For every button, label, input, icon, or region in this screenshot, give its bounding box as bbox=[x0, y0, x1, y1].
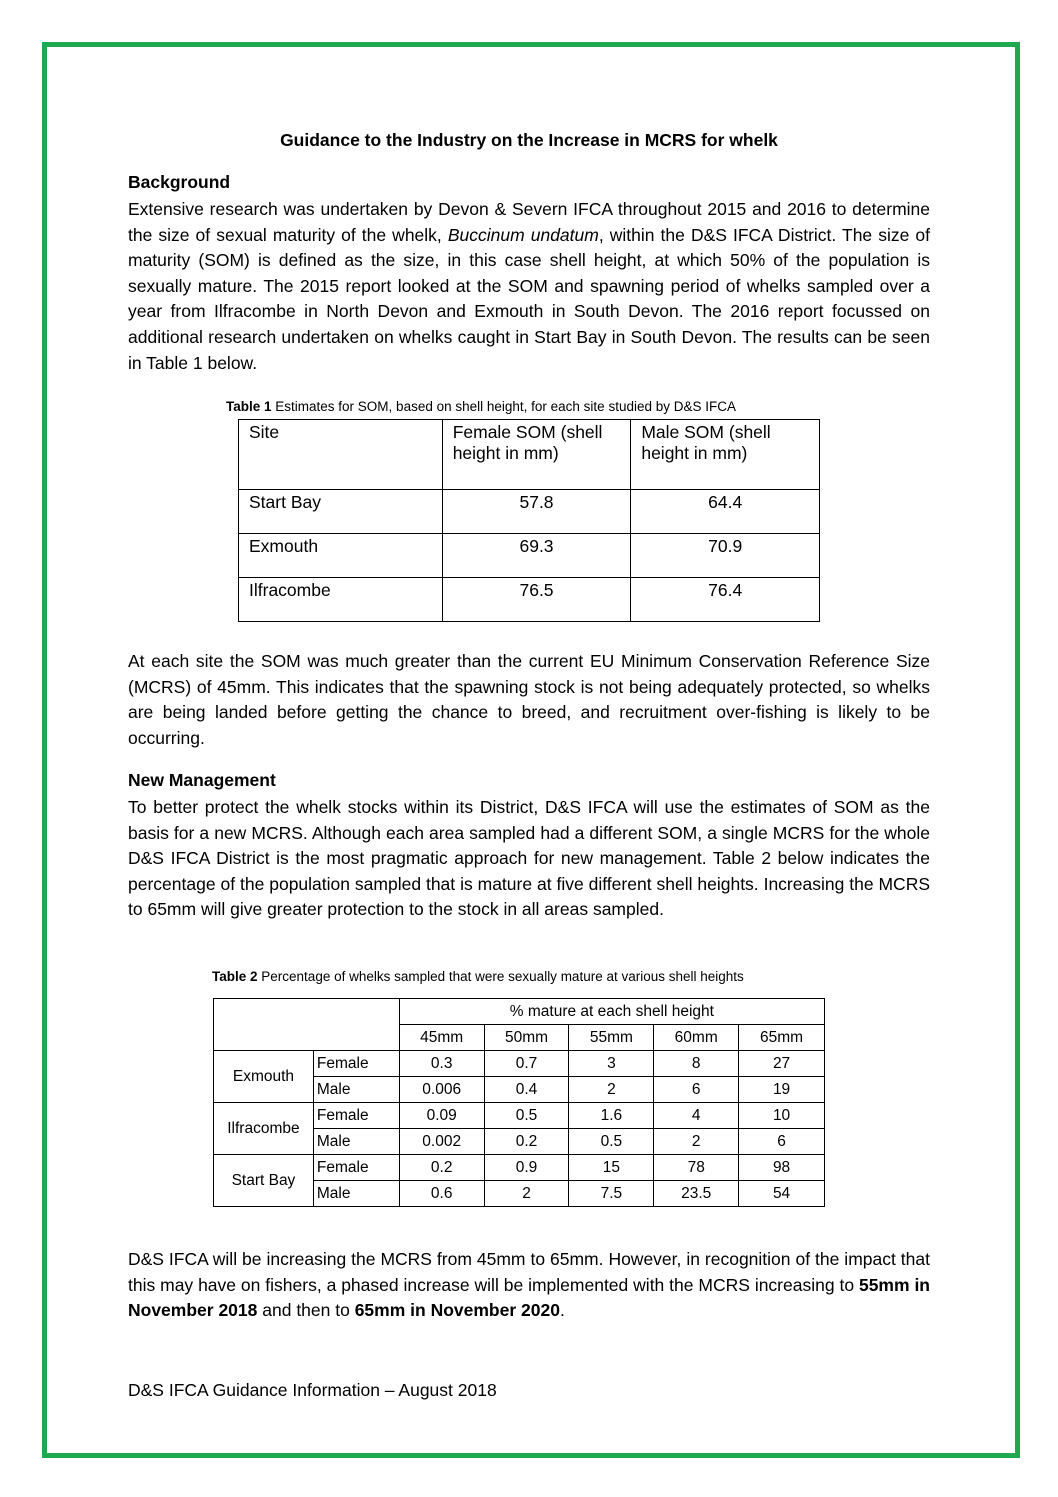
table2-caption-text: Percentage of whelks sampled that were sexually mature at various shell heights bbox=[257, 969, 744, 984]
table-cell: 57.8 bbox=[442, 490, 631, 534]
closing-text-2: and then to bbox=[257, 1300, 355, 1321]
table-header-cell: 65mm bbox=[739, 1025, 825, 1051]
table-cell: 6 bbox=[654, 1077, 739, 1103]
closing-paragraph bbox=[128, 1247, 930, 1324]
sex-cell: Female bbox=[313, 1155, 399, 1181]
conservation-paragraph: At each site the SOM was much greater than the current EU Minimum Conservation Reference Size (MCRS) of 45mm. This indicates that the spawning stock is not being adequately protected, so whelks are being landed before getting the chance to breed, and recruitment over-fishing is likely to be occurring. bbox=[128, 651, 930, 748]
new-management-paragraph: To better protect the whelk stocks within its District, D&S IFCA will use the estimates of SOM as the basis for a new MCRS. Although each area sampled had a different SOM, a single MCRS for the whole D&S IFCA District is the most pragmatic approach for new management. Table 2 below indicates the percentage of the population sampled that is mature at five different shell heights. Increasing the MCRS to 65mm will give greater protection to the stock in all areas sampled. bbox=[128, 797, 930, 920]
table-cell: 23.5 bbox=[654, 1181, 739, 1207]
table-cell: 0.002 bbox=[399, 1129, 484, 1155]
sex-cell: Male bbox=[313, 1129, 399, 1155]
maturity-table bbox=[213, 998, 825, 1207]
table-cell: 4 bbox=[654, 1103, 739, 1129]
table-cell: 78 bbox=[654, 1155, 739, 1181]
table-cell: 0.3 bbox=[399, 1051, 484, 1077]
table-group-header-row bbox=[214, 999, 825, 1025]
table-header-cell: 55mm bbox=[569, 1025, 654, 1051]
sex-cell: Female bbox=[313, 1103, 399, 1129]
sex-cell: Female bbox=[313, 1051, 399, 1077]
table-cell: 0.4 bbox=[484, 1077, 569, 1103]
sex-cell: Male bbox=[313, 1181, 399, 1207]
table-header-row bbox=[239, 420, 820, 490]
table-row bbox=[239, 490, 820, 534]
table-cell: 2 bbox=[569, 1077, 654, 1103]
background-text-1: Extensive research was undertaken by Devon & Severn IFCA throughout 2015 and 2016 to determine the size of sexual maturity of the whelk, bbox=[128, 199, 930, 245]
table-group-header: % mature at each shell height bbox=[399, 999, 824, 1025]
table-cell: 76.5 bbox=[442, 578, 631, 622]
table-row bbox=[214, 1103, 825, 1129]
table-cell: 0.7 bbox=[484, 1051, 569, 1077]
table-header-cell: Site bbox=[239, 420, 443, 490]
closing-text-1: D&S IFCA will be increasing the MCRS from 45mm to 65mm. However, in recognition of the impact that this may have on fishers, a phased increase will be implemented with the MCRS increasing to bbox=[128, 1249, 930, 1295]
table2-caption-label: Table 2 bbox=[212, 969, 258, 984]
table1-caption-label: Table 1 bbox=[226, 399, 272, 414]
table-cell: Start Bay bbox=[239, 490, 443, 534]
background-text-2: , within the D&S IFCA District. The size of maturity (SOM) is defined as the size, in this case shell height, at which 50% of the population is sexually mature. The 2015 report looked at the SOM and spawning period of whelks sampled over a year from Ilfracombe in North Devon and Exmouth in South Devon. The 2016 report focussed on additional research undertaken on whelks caught in Start Bay in South Devon. The results can be seen in Table 1 below. bbox=[128, 224, 930, 373]
background-paragraph bbox=[128, 197, 930, 376]
table-cell: 19 bbox=[739, 1077, 825, 1103]
table-header-cell: Male SOM (shell height in mm) bbox=[631, 420, 820, 490]
table-cell: 8 bbox=[654, 1051, 739, 1077]
table-header-cell: Female SOM (shell height in mm) bbox=[442, 420, 631, 490]
closing-text-3: . bbox=[559, 1300, 565, 1321]
table-cell: 1.6 bbox=[569, 1103, 654, 1129]
table-cell: 2 bbox=[654, 1129, 739, 1155]
table-header-cell: 45mm bbox=[399, 1025, 484, 1051]
table-row bbox=[239, 534, 820, 578]
table-cell: 6 bbox=[739, 1129, 825, 1155]
som-table bbox=[238, 419, 820, 622]
table-cell: 3 bbox=[569, 1051, 654, 1077]
table-cell: 2 bbox=[484, 1181, 569, 1207]
table-cell: 69.3 bbox=[442, 534, 631, 578]
table-cell: 54 bbox=[739, 1181, 825, 1207]
closing-bold-2: 65mm in November 2020 bbox=[354, 1300, 560, 1321]
table-cell: 0.006 bbox=[399, 1077, 484, 1103]
table-cell: 0.9 bbox=[484, 1155, 569, 1181]
table-cell: 27 bbox=[739, 1051, 825, 1077]
table-cell: 10 bbox=[739, 1103, 825, 1129]
table-row bbox=[239, 578, 820, 622]
table-cell: Ilfracombe bbox=[239, 578, 443, 622]
table-cell: 0.2 bbox=[399, 1155, 484, 1181]
table1-caption bbox=[226, 399, 736, 414]
table2-caption bbox=[212, 969, 744, 984]
table1-caption-text: Estimates for SOM, based on shell height, for each site studied by D&S IFCA bbox=[271, 399, 736, 414]
table-header-cell: 60mm bbox=[654, 1025, 739, 1051]
table-cell: 0.5 bbox=[484, 1103, 569, 1129]
table-row bbox=[214, 1155, 825, 1181]
site-cell: Start Bay bbox=[214, 1155, 314, 1207]
table-cell: 64.4 bbox=[631, 490, 820, 534]
closing-bold-1: 55mm in November 2018 bbox=[128, 1274, 930, 1321]
table-cell: 98 bbox=[739, 1155, 825, 1181]
page-footer: D&S IFCA Guidance Information – August 2018 bbox=[128, 1380, 497, 1400]
table-cell: 76.4 bbox=[631, 578, 820, 622]
table-cell: 0.2 bbox=[484, 1129, 569, 1155]
table-header-cell: 50mm bbox=[484, 1025, 569, 1051]
site-cell: Exmouth bbox=[214, 1051, 314, 1103]
table-cell: 0.5 bbox=[569, 1129, 654, 1155]
species-name: Buccinum undatum bbox=[447, 224, 599, 245]
table-corner-cell bbox=[214, 999, 400, 1051]
table-cell: Exmouth bbox=[239, 534, 443, 578]
table-cell: 7.5 bbox=[569, 1181, 654, 1207]
background-heading: Background bbox=[128, 172, 231, 192]
new-management-heading: New Management bbox=[128, 770, 276, 790]
table-cell: 70.9 bbox=[631, 534, 820, 578]
sex-cell: Male bbox=[313, 1077, 399, 1103]
site-cell: Ilfracombe bbox=[214, 1103, 314, 1155]
table-cell: 0.09 bbox=[399, 1103, 484, 1129]
table-row bbox=[214, 1051, 825, 1077]
document-title: Guidance to the Industry on the Increase in MCRS for whelk bbox=[280, 130, 778, 150]
table-cell: 15 bbox=[569, 1155, 654, 1181]
table-cell: 0.6 bbox=[399, 1181, 484, 1207]
